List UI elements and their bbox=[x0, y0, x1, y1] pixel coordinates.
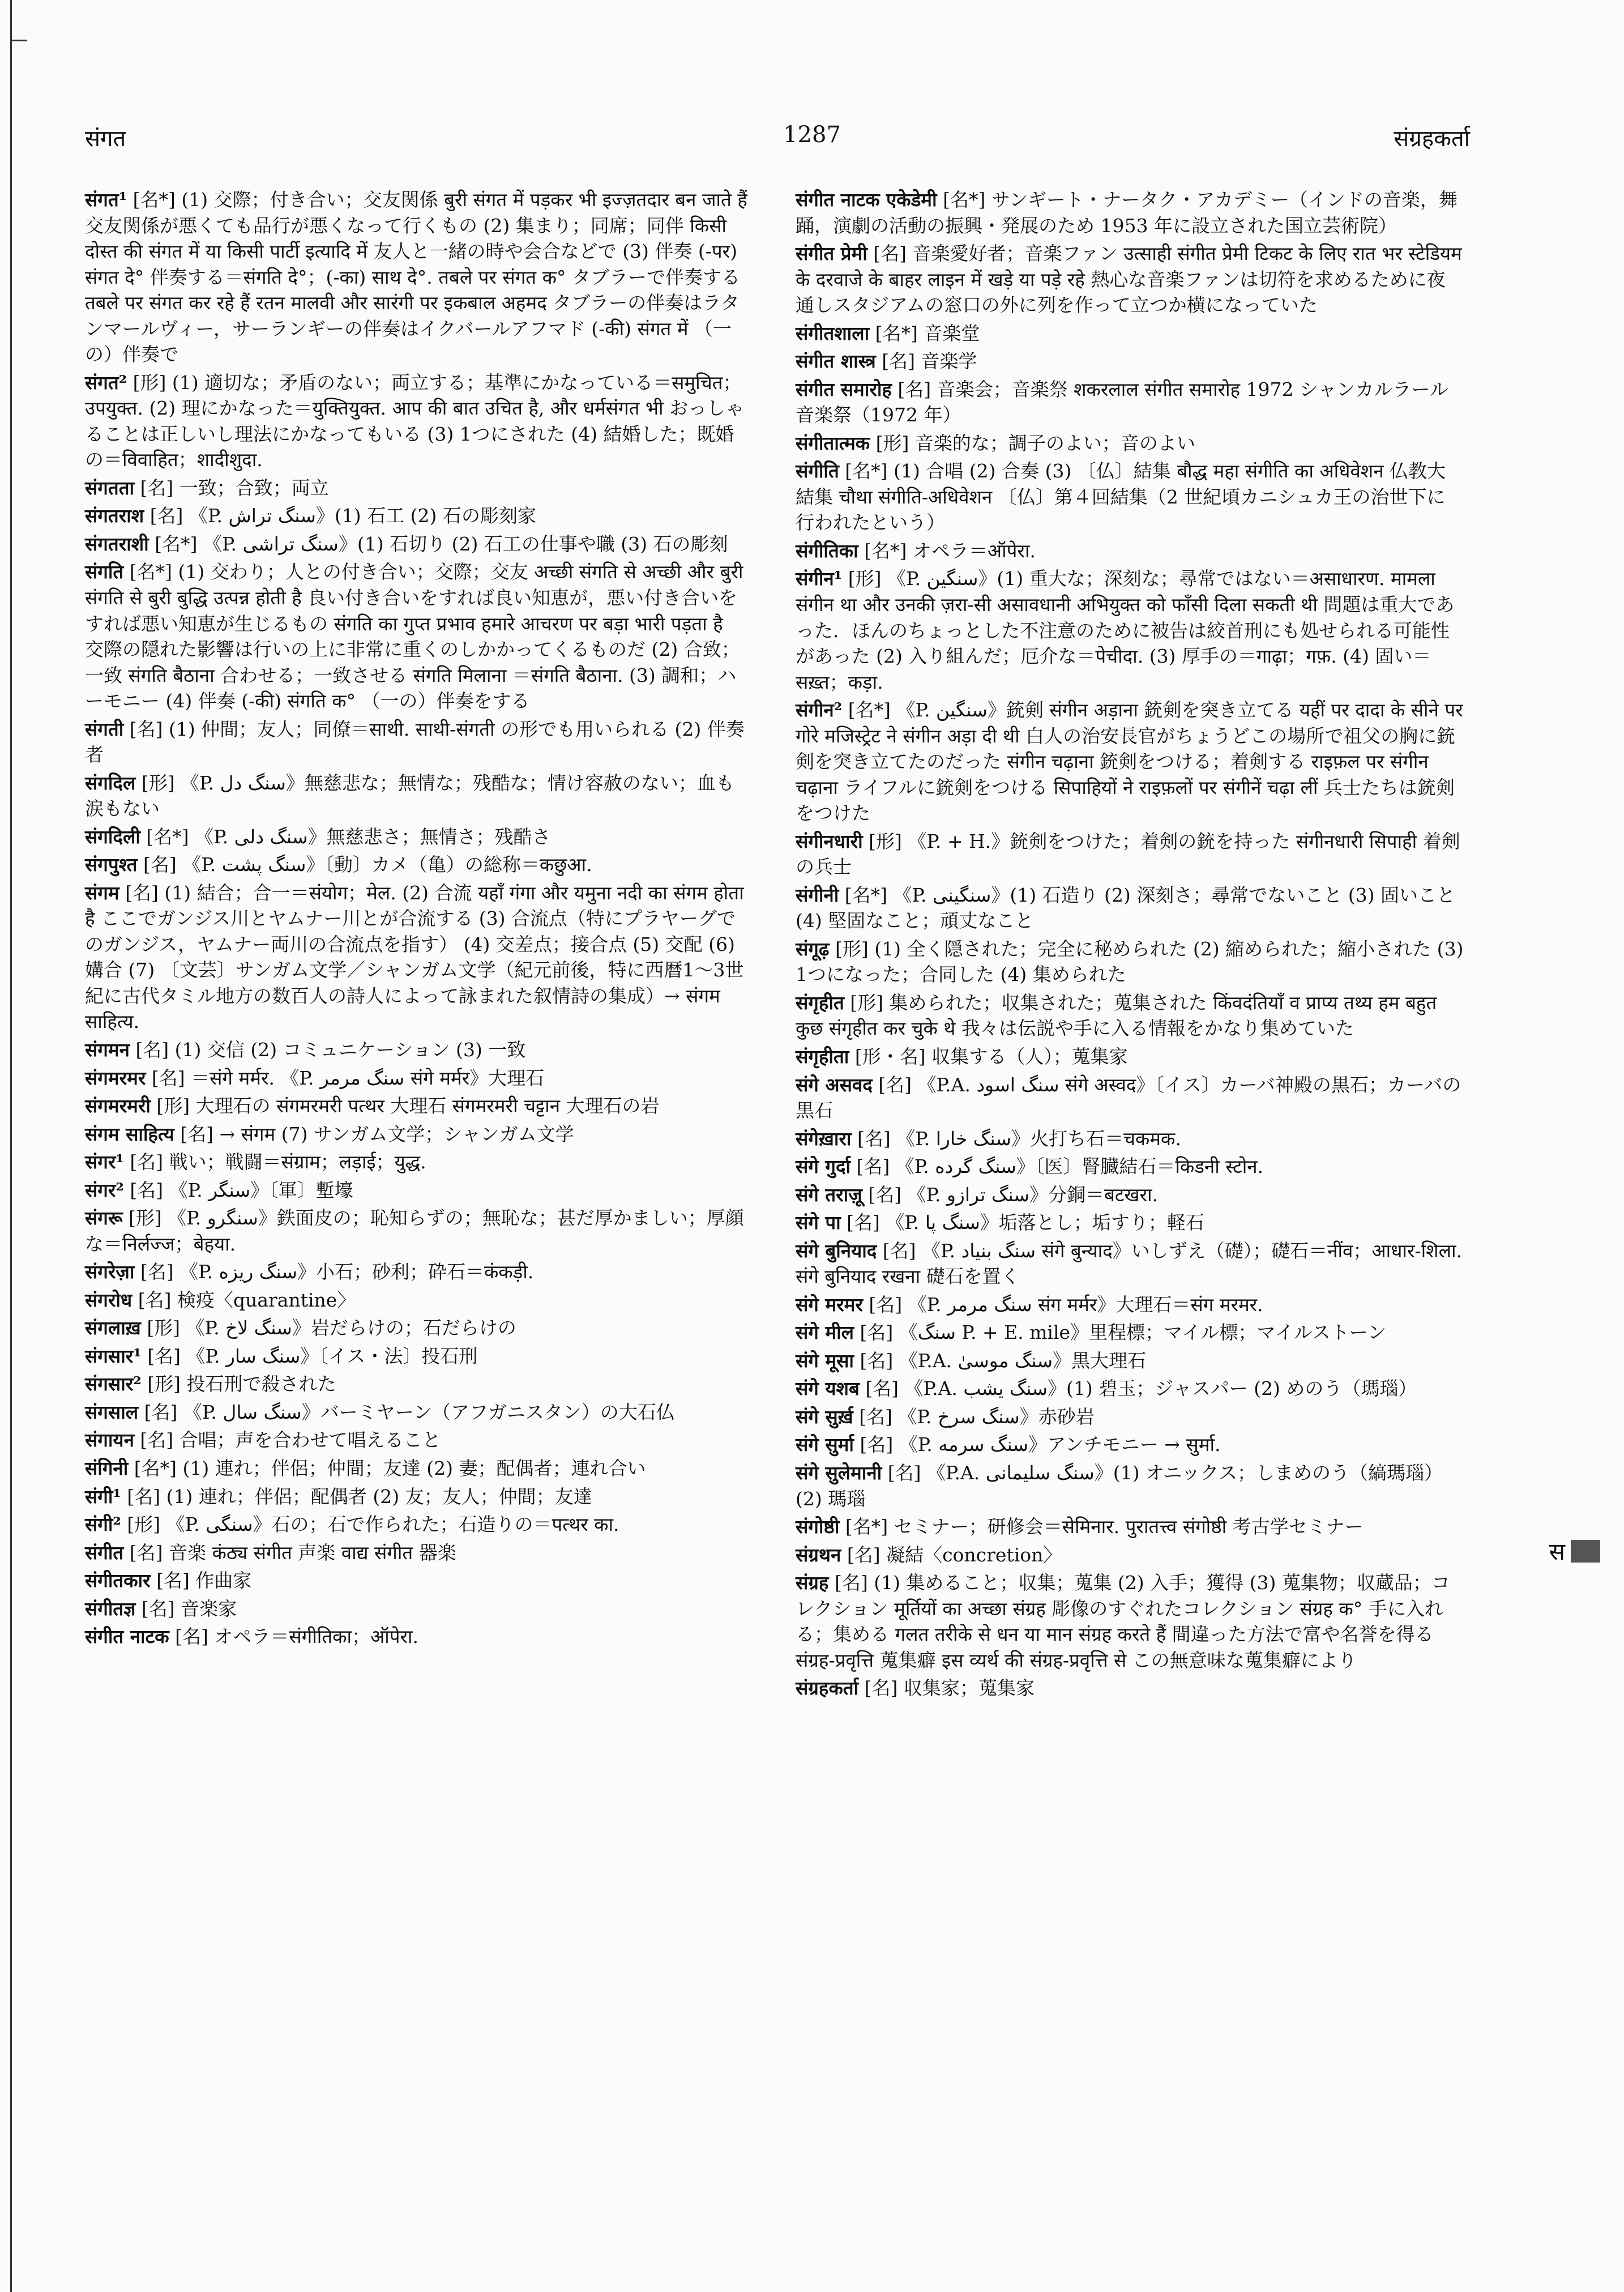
entry-headword: संगीनी bbox=[796, 883, 839, 906]
entry-definition: [形] 《P. سنگرو》鉄面皮の；恥知らずの；無恥な；甚だ厚かましい；厚顔な＝निर्लज्ज；बेहया. bbox=[85, 1207, 744, 1255]
entry-definition: [名] 《P.A. سنگ یشب》(1) 碧玉；ジャスパー (2) めのう（瑪瑙） bbox=[865, 1377, 1417, 1400]
dictionary-entry bbox=[796, 458, 1464, 536]
entry-headword: संगोष्ठी bbox=[796, 1516, 840, 1538]
entry-headword: संगीतज्ञ bbox=[85, 1597, 136, 1620]
entry-headword: संगरेज़ा bbox=[85, 1261, 135, 1283]
dictionary-entry bbox=[796, 697, 1464, 826]
dictionary-entry bbox=[796, 1404, 1464, 1430]
header-last-entry: संग्रहकर्ता bbox=[1394, 126, 1470, 152]
entry-definition: [名] 音楽家 bbox=[141, 1597, 237, 1620]
entry-definition: [名*] (1) 連れ；伴侶；仲間；友達 (2) 妻；配偶者；連れ合い bbox=[134, 1457, 646, 1479]
entry-headword: संगी¹ bbox=[85, 1485, 121, 1508]
entry-headword: संगलाख़ bbox=[85, 1317, 141, 1339]
dictionary-entry bbox=[85, 852, 747, 878]
dictionary-entry bbox=[85, 1093, 747, 1119]
entry-definition: [名] → संगम (7) サンガム文学；シャンガム文学 bbox=[180, 1122, 574, 1145]
entry-headword: संगतता bbox=[85, 476, 135, 499]
binding-margin-line bbox=[10, 0, 12, 2292]
entry-headword: संगे सुर्मा bbox=[796, 1433, 854, 1456]
dictionary-entry bbox=[85, 1512, 747, 1538]
entry-definition: [名*] (1) 合唱 (2) 合奏 (3) 〔仏〕結集 बौद्ध महा संगीति का अधिवेशन 仏教大結集 चौथा संगीति-अधिवेशन 〔仏〕第４回結集（2 世紀頃カニシュカ王の治世下に行われたという） bbox=[796, 460, 1446, 534]
entry-definition: [名*] 《P. سنگینی》(1) 石造り (2) 深刻さ；尋常でないこと (3) 固いこと (4) 堅固なこと；頑丈なこと bbox=[796, 883, 1455, 932]
entry-headword: संगमरमर bbox=[85, 1066, 146, 1089]
dictionary-entry bbox=[796, 1292, 1464, 1318]
dictionary-entry bbox=[85, 1149, 747, 1175]
thumb-index-letter: स bbox=[1549, 1538, 1565, 1565]
entry-headword: संगे तराज़ू bbox=[796, 1183, 862, 1206]
thumb-index bbox=[1549, 1535, 1600, 1567]
dictionary-entry bbox=[796, 1460, 1464, 1512]
entry-headword: संगीतकार bbox=[85, 1569, 151, 1592]
dictionary-entry bbox=[796, 936, 1464, 988]
dictionary-entry bbox=[796, 241, 1464, 318]
entry-definition: [名*] オペラ＝ऑपेरा. bbox=[864, 539, 1036, 562]
entry-headword: संगीन² bbox=[796, 699, 843, 722]
entry-definition: [名] 《P. سنگ ریزه》小石；砂利；砕石＝कंकड़ी. bbox=[140, 1261, 534, 1283]
entry-definition: [名] (1) 交信 (2) コミュニケーション (3) 一致 bbox=[135, 1039, 526, 1061]
entry-definition: [名] 音楽 कंठ्य संगीत 声楽 वाद्य संगीत 器楽 bbox=[129, 1541, 456, 1564]
entry-headword: संगीत समारोह bbox=[796, 378, 892, 400]
dictionary-entry bbox=[85, 1568, 747, 1594]
thumb-index-tab bbox=[1571, 1540, 1600, 1563]
entry-definition: [名] (1) 集めること；収集；蒐集 (2) 入手；獲得 (3) 蒐集物；収蔵品；コレクション मूर्तियों का अच्छा संग्रह 彫像のすぐれたコレクション संग्रह क° 手に入れる；集める गलत तरीके से धन या मान संग्रह करते हैं 間違った方法で富や名誉を得る संग्रह-प्रवृत्ति 蒐集癖 इस व्यर्थ की संग्रह-प्रवृत्ति से この無意味な蒐集癖により bbox=[796, 1572, 1450, 1671]
entry-headword: संगर¹ bbox=[85, 1151, 124, 1173]
dictionary-entry bbox=[85, 1624, 747, 1650]
dictionary-entry bbox=[796, 1376, 1464, 1402]
entry-headword: संगीतिका bbox=[796, 539, 858, 562]
entry-headword: संगे पा bbox=[796, 1211, 841, 1234]
dictionary-entry bbox=[796, 1182, 1464, 1208]
dictionary-entry bbox=[796, 1348, 1464, 1374]
dictionary-entry bbox=[796, 1238, 1464, 1290]
entry-headword: संगूढ़ bbox=[796, 937, 830, 960]
dictionary-entry bbox=[796, 1542, 1464, 1568]
header-first-entry: संगत bbox=[85, 126, 126, 152]
entry-definition: [名*] サンギート・ナータク・アカデミー（インドの音楽，舞踊，演劇の活動の振興・発展のため 1953 年に設立された国立芸術院） bbox=[796, 189, 1458, 237]
entry-definition: [名] 《P. سنگ سرخ》赤砂岩 bbox=[859, 1405, 1095, 1428]
binding-margin-tick bbox=[10, 40, 27, 41]
dictionary-entry bbox=[796, 1675, 1464, 1701]
entry-definition: [形] 《P. + H.》銃剣をつけた；着剣の銃を持った संगीनधारी सिपाही 着剣の兵士 bbox=[796, 830, 1460, 878]
dictionary-entry bbox=[796, 1072, 1464, 1124]
dictionary-entry bbox=[796, 321, 1464, 347]
entry-definition: [名] 音楽愛好者；音楽ファン उत्साही संगीत प्रेमी टिकट के लिए रात भर स्टेडियम के दरवाजे के बाहर लाइन में खड़े या पड़े रहे 熱心な音楽ファンは切符を求めるために夜通しスタジアムの窓口の外に列を作って立つか横になっていた bbox=[796, 242, 1462, 317]
dictionary-entry bbox=[796, 348, 1464, 374]
left-column bbox=[85, 187, 747, 1652]
dictionary-entry bbox=[85, 1456, 747, 1482]
dictionary-entry bbox=[796, 990, 1464, 1042]
entry-headword: संगदिली bbox=[85, 825, 140, 848]
dictionary-entry bbox=[85, 1371, 747, 1397]
entry-definition: [形] (1) 全く隠された；完全に秘められた (2) 縮められた；縮小された (3) 1つになった；合同した (4) 集められた bbox=[796, 937, 1464, 986]
entry-headword: संगती bbox=[85, 718, 124, 740]
entry-headword: संगी² bbox=[85, 1513, 121, 1536]
page-number: 1287 bbox=[783, 122, 841, 148]
dictionary-entry bbox=[85, 503, 747, 529]
entry-headword: संगमन bbox=[85, 1039, 130, 1061]
entry-headword: संगे बुनियाद bbox=[796, 1239, 877, 1262]
entry-definition: [名*] 《P. سنگ تراشی》(1) 石切り (2) 石工の仕事や職 (3) 石の彫刻 bbox=[155, 532, 728, 555]
entry-definition: [名] 音楽学 bbox=[882, 350, 977, 373]
entry-definition: [名] ＝संगे मर्मर. 《P. سنگ مرمر संगे मर्मर》大理石 bbox=[151, 1066, 545, 1089]
entry-headword: संगीनधारी bbox=[796, 830, 863, 852]
dictionary-entry bbox=[85, 1037, 747, 1063]
entry-definition: [名] 一致；合致；両立 bbox=[140, 476, 329, 499]
entry-headword: संगृहीता bbox=[796, 1045, 849, 1068]
entry-definition: [名] 凝結〈concretion〉 bbox=[847, 1543, 1062, 1566]
entry-headword: संगतराशी bbox=[85, 532, 149, 555]
dictionary-entry bbox=[85, 1177, 747, 1203]
entry-headword: संगेख़ारा bbox=[796, 1127, 852, 1150]
entry-headword: संगसार² bbox=[85, 1373, 142, 1395]
entry-definition: [名] 《سنگ P. + E. mile》里程標；マイル標；マイルストーン bbox=[860, 1321, 1387, 1344]
dictionary-entry bbox=[796, 1154, 1464, 1180]
dictionary-entry bbox=[85, 1121, 747, 1147]
entry-definition: [名] 《P.A. سنگ اسود संगे अस्वद》〔イス〕カーバ神殿の黒石；カーバの黒石 bbox=[796, 1073, 1461, 1122]
entry-headword: संगीत शास्त्र bbox=[796, 350, 876, 373]
entry-headword: संगे असवद bbox=[796, 1073, 873, 1096]
entry-headword: संगे मील bbox=[796, 1321, 854, 1344]
entry-headword: संगिनी bbox=[85, 1457, 129, 1479]
entry-definition: [名] 戦い；戦闘＝संग्राम；लड़ाई；युद्ध. bbox=[130, 1151, 426, 1173]
entry-definition: [名*] (1) 交際；付き合い；交友関係 बुरी संगत में पड़कर भी इज्ज़तदार बन जाते हैं 交友関係が悪くても品行が悪くなって行くもの (2) 集まり；同席；同伴 किसी दोस्त की संगत में या किसी पार्टी इत्यादि में 友人と一緒の時や会合などで (3) 伴奏 (-पर) संगत दे° 伴奏する＝संगति दे°；(-का) साथ दे°. तबले पर संगत क° タブラーで伴奏する तबले पर संगत कर रहे हैं रतन मालवी और सारंगी पर इकबाल अहमद タブラーの伴奏はラタンマールヴィー，サーランギーの伴奏はイクバールアフマド (-की) संगत में （一の）伴奏で bbox=[85, 189, 747, 366]
entry-headword: संगे मूसा bbox=[796, 1349, 854, 1372]
entry-definition: [形] 《P. سنگ دل》無慈悲な；無情な；残酷な；情け容赦のない；血も涙もない bbox=[85, 771, 734, 820]
dictionary-entry bbox=[796, 1044, 1464, 1070]
entry-definition: [名*] セミナー；研修会＝सेमिनार. पुरातत्त्व संगोष्ठी 考古学セミナー bbox=[845, 1516, 1364, 1538]
entry-definition: [形] 集められた；収集された；蒐集された किंवदंतियाँ व प्राप्य तथ्य हम बहुत कुछ संगृहीत कर चुके थे 我々は伝説や手に入る情報をかなり集めていた bbox=[796, 991, 1437, 1040]
entry-definition: [名*] 音楽堂 bbox=[875, 322, 980, 344]
dictionary-entry bbox=[796, 1320, 1464, 1346]
entry-definition: [名] 検疫〈quarantine〉 bbox=[138, 1288, 356, 1311]
entry-headword: संगीत bbox=[85, 1541, 124, 1564]
entry-headword: संगतराश bbox=[85, 505, 144, 527]
entry-definition: [名] 合唱；声を合わせて唱えること bbox=[140, 1429, 441, 1452]
dictionary-entry bbox=[85, 716, 747, 768]
entry-definition: [名] 音楽会；音楽祭 शकरलाल संगीत समारोह 1972 シャンカルラール音楽祭（1972 年） bbox=[796, 378, 1448, 426]
entry-definition: [形] 《P. سنگ لاخ》岩だらけの；石だらけの bbox=[147, 1317, 516, 1339]
entry-definition: [名] (1) 結合；合一＝संयोग；मेल. (2) 合流 यहाँ गंगा और यमुना नदी का संगम होता है ここでガンジス川とヤムナー川とが合流する (3) 合流点（特にプラヤーグでのガンジス，ヤムナー両川の合流点を指す） (4) 交差点；接合点 (5) 交配 (6) 媾合 (7) 〔文芸〕サンガム文学／シャンガム文学（紀元前後，特に西暦1～3世紀に古代タミル地方の数百人の詩人によって詠まれた叙情詩の集成）→ संगम साहित्य. bbox=[85, 881, 744, 1033]
entry-headword: संगृहीत bbox=[796, 991, 844, 1014]
entry-headword: संगत¹ bbox=[85, 189, 127, 211]
dictionary-entry bbox=[796, 1570, 1464, 1673]
dictionary-entry bbox=[85, 1596, 747, 1622]
entry-headword: संगीतात्मक bbox=[796, 432, 870, 454]
entry-headword: संगरू bbox=[85, 1207, 123, 1230]
dictionary-entry bbox=[796, 538, 1464, 564]
entry-headword: संगसार¹ bbox=[85, 1345, 142, 1367]
dictionary-entry bbox=[796, 377, 1464, 428]
dictionary-entry bbox=[85, 1427, 747, 1453]
entry-headword: संगमरमरी bbox=[85, 1095, 151, 1117]
entry-headword: संगीत नाटक bbox=[85, 1625, 169, 1648]
dictionary-entry bbox=[85, 1484, 747, 1510]
dictionary-entry bbox=[85, 1540, 747, 1566]
dictionary-entry bbox=[85, 1343, 747, 1369]
dictionary-entry bbox=[85, 1399, 747, 1425]
entry-headword: संगम साहित्य bbox=[85, 1122, 174, 1145]
dictionary-entry bbox=[796, 430, 1464, 456]
dictionary-entry bbox=[85, 1259, 747, 1285]
dictionary-entry bbox=[85, 1065, 747, 1091]
dictionary-entry bbox=[796, 187, 1464, 238]
entry-headword: संगम bbox=[85, 881, 119, 904]
right-column bbox=[796, 187, 1464, 1704]
entry-definition: [名] 《P. سنگر》〔軍〕塹壕 bbox=[130, 1179, 353, 1201]
entry-definition: [名] 《P. سنگ سرمه》アンチモニー → सुर्मा. bbox=[860, 1433, 1221, 1456]
entry-headword: संगे यशब bbox=[796, 1377, 860, 1400]
entry-headword: संगे सुर्ख़ bbox=[796, 1405, 853, 1428]
entry-definition: [名] 《P. سنگ پشت》〔動〕カメ（亀）の総称＝कछुआ. bbox=[143, 853, 592, 876]
entry-headword: संगायन bbox=[85, 1429, 134, 1452]
dictionary-entry bbox=[85, 880, 747, 1035]
entry-headword: संग्रहकर्ता bbox=[796, 1677, 859, 1700]
dictionary-entry bbox=[85, 187, 747, 368]
entry-headword: संगे गुर्दा bbox=[796, 1155, 851, 1178]
entry-definition: [形] (1) 適切な；矛盾のない；両立する；基準にかなっている＝समुचित；उपयुक्त. (2) 理にかなった＝युक्तियुक्त. आप की बात उचित है, और धर्मसंगत भी おっしゃることは正しいし理法にかなってもいる (3) 1つにされた (4) 結婚した；既婚の＝विवाहित；शादीशुदा. bbox=[85, 371, 745, 471]
dictionary-entry bbox=[85, 824, 747, 850]
entry-definition: [名] 《P. سنگ پا》垢落とし；垢すり；軽石 bbox=[847, 1211, 1204, 1234]
entry-headword: संगीतशाला bbox=[796, 322, 870, 344]
entry-definition: [形] 《P. سنگی》石の；石で作られた；石造りの＝पत्थर का. bbox=[127, 1513, 619, 1536]
entry-headword: संगर² bbox=[85, 1179, 124, 1201]
entry-headword: संग्रह bbox=[796, 1572, 829, 1594]
entry-definition: [名] (1) 連れ；伴侶；配偶者 (2) 友；友人；仲間；友達 bbox=[127, 1485, 592, 1508]
entry-definition: [名] 収集家；蒐集家 bbox=[864, 1677, 1035, 1700]
entry-definition: [名*] 《P. سنگین》銃剣 संगीन अड़ाना 銃剣を突き立てる यहीं पर दादा के सीने पर गोरे मजिस्ट्रेट ने संगीन अड़ा दी थी 白人の治安長官がちょうどこの場所で祖父の胸に銃剣を突き立てたのだった संगीन चढ़ाना 銃剣をつける；着剣する राइफ़ल पर संगीन चढ़ाना ライフルに銃剣をつける सिपाहियों ने राइफ़लों पर संगीनें चढ़ा लीं 兵士たちは銃剣をつけた bbox=[796, 699, 1463, 825]
dictionary-entry bbox=[796, 1514, 1464, 1540]
entry-definition: [形] 《P. سنگین》(1) 重大な；深刻な；尋常ではない＝असाधारण. मामला संगीन था और उनकी ज़रा-सी असावधानी अभियुक्त को फाँसी दिला सकती थी 問題は重大であった．ほんのちょっとした不注意のために被告は絞首刑にも処せられる可能性があった (2) 入り組んだ；厄介な＝पेचीदा. (3) 厚手の＝गाढ़ा；गफ़. (4) 固い＝सख़्त；कड़ा. bbox=[796, 567, 1455, 693]
dictionary-entry bbox=[796, 1432, 1464, 1458]
entry-definition: [形] 投石刑で殺された bbox=[147, 1373, 336, 1395]
entry-headword: संगीन¹ bbox=[796, 567, 843, 590]
entry-headword: संगपुश्त bbox=[85, 853, 138, 876]
dictionary-entry bbox=[796, 566, 1464, 695]
dictionary-entry bbox=[796, 829, 1464, 880]
dictionary-entry bbox=[85, 475, 747, 501]
entry-definition: [名] 《P.A. سنگ موسیٰ》黒大理石 bbox=[860, 1349, 1147, 1372]
entry-definition: [名] 《P. سنگ خارا》火打ち石＝चकमक. bbox=[857, 1127, 1181, 1150]
entry-headword: संगीत नाटक एकेडेमी bbox=[796, 189, 937, 211]
entry-definition: [名] 《P. سنگ سار》〔イス・法〕投石刑 bbox=[147, 1345, 478, 1367]
dictionary-entry bbox=[85, 1287, 747, 1313]
entry-headword: संगे सुलेमानी bbox=[796, 1461, 882, 1484]
entry-headword: संगति bbox=[85, 561, 124, 583]
entry-definition: [名] オペラ＝संगीतिका；ऑपेरा. bbox=[175, 1625, 419, 1648]
entry-definition: [名] (1) 仲間；友人；同僚＝साथी. साथी-संगती の形でも用いられる (2) 伴奏者 bbox=[85, 718, 745, 766]
entry-headword: संगत² bbox=[85, 371, 127, 394]
entry-definition: [名] 《P.A. سنگ سلیمانی》(1) オニックス；しまめのう（縞瑪瑙） (2) 瑪瑙 bbox=[796, 1461, 1443, 1510]
dictionary-entry bbox=[796, 1210, 1464, 1236]
entry-definition: [形] 音楽的な；調子のよい；音のよい bbox=[875, 432, 1195, 454]
dictionary-entry bbox=[796, 882, 1464, 934]
entry-definition: [名*] (1) 交わり；人との付き合い；交際；交友 अच्छी संगति से अच्छी और बुरी संगति से बुरी बुद्धि उत्पन्न होती है 良い付き合いをすれば良い知恵が，悪い付き合いをすれば悪い知恵が生じるもの संगति का गुप्त प्रभाव हमारे आचरण पर बड़ा भारी पड़ता है 交際の隠れた影響は行いの上に非常に重くのしかかってくるものだ (2) 合致；一致 संगति बैठाना 合わせる；一致させる संगति मिलाना ＝संगति बैठाना. (3) 調和；ハーモニー (4) 伴奏 (-की) संगति क° （一の）伴奏をする bbox=[85, 561, 743, 712]
entry-definition: [名] 《P. سنگ گرده》〔医〕腎臓結石＝किडनी स्टोन. bbox=[856, 1155, 1264, 1178]
dictionary-entry bbox=[85, 531, 747, 557]
entry-definition: [名] 《P. سنگ سال》バーミヤーン（アフガニスタン）の大石仏 bbox=[144, 1401, 675, 1423]
entry-definition: [形・名] 収集する（人）；蒐集家 bbox=[854, 1045, 1128, 1068]
dictionary-entry bbox=[85, 1205, 747, 1257]
dictionary-entry bbox=[85, 770, 747, 822]
entry-definition: [名*] 《P. سنگ دلی》無慈悲さ；無情さ；残酷さ bbox=[146, 825, 551, 848]
entry-definition: [形] 大理石の संगमरमरी पत्थर 大理石 संगमरमरी चट्टान 大理石の岩 bbox=[156, 1095, 660, 1117]
entry-definition: [名] 《P. سنگ تراش》(1) 石工 (2) 石の彫刻家 bbox=[149, 505, 536, 527]
dictionary-entry bbox=[85, 370, 747, 473]
entry-headword: संग्रथन bbox=[796, 1543, 841, 1566]
dictionary-entry bbox=[796, 1126, 1464, 1152]
entry-definition: [名] 《P. سنگ بنیاد संगे बुन्याद》いしずえ（礎）；礎石＝नींव；आधार-शिला. संगे बुनियाद रखना 礎石を置く bbox=[796, 1239, 1463, 1288]
entry-definition: [名] 作曲家 bbox=[156, 1569, 252, 1592]
entry-headword: संगे मरमर bbox=[796, 1293, 863, 1316]
entry-headword: संगीत प्रेमी bbox=[796, 242, 867, 265]
entry-definition: [名] 《P. سنگ ترازو》分銅＝बटखरा. bbox=[868, 1183, 1159, 1206]
entry-headword: संगदिल bbox=[85, 771, 136, 794]
entry-headword: संगीति bbox=[796, 460, 839, 483]
entry-headword: संगरोध bbox=[85, 1288, 133, 1311]
entry-headword: संगसाल bbox=[85, 1401, 139, 1423]
dictionary-entry bbox=[85, 559, 747, 714]
dictionary-entry bbox=[85, 1315, 747, 1341]
entry-definition: [名] 《P. سنگ مرمر संग मर्मर》大理石＝संग मरमर. bbox=[869, 1293, 1263, 1316]
